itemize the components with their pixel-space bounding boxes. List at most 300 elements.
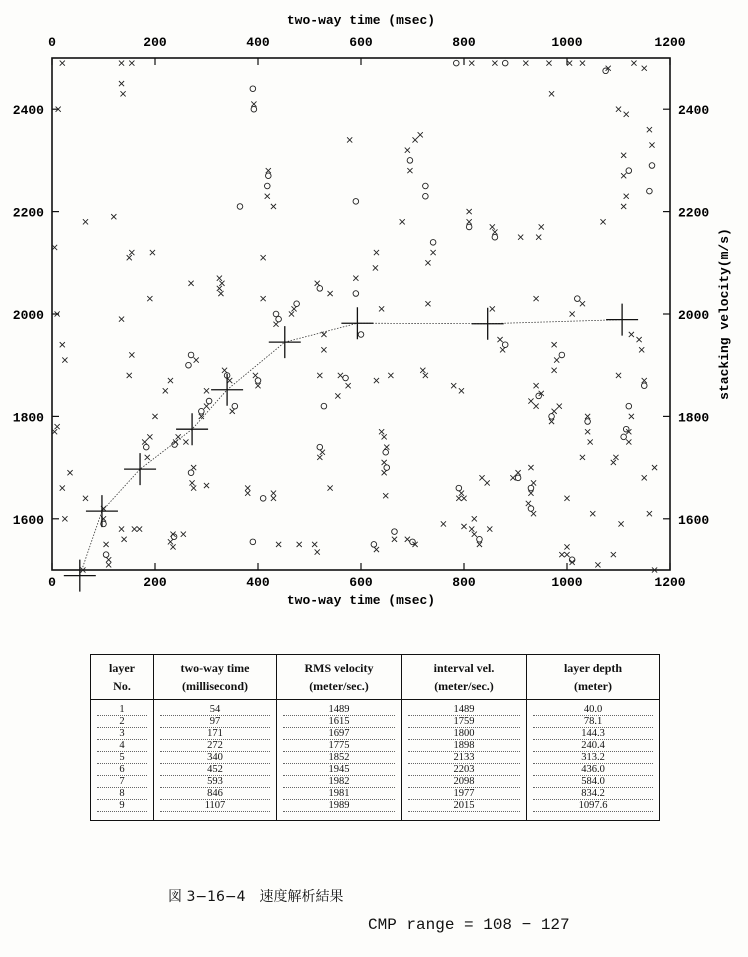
- picked-velocity-marker: [341, 307, 373, 339]
- semblance-peak-cross: [549, 91, 554, 96]
- semblance-peak-cross: [564, 544, 569, 549]
- semblance-peak-cross: [147, 296, 152, 301]
- semblance-peak-cross: [585, 414, 590, 419]
- semblance-peak-circle: [647, 188, 653, 194]
- semblance-peak-cross: [469, 526, 474, 531]
- x-tick-label-bottom: 800: [452, 575, 476, 590]
- semblance-peak-cross: [379, 306, 384, 311]
- semblance-peak-circle: [199, 408, 205, 414]
- x-tick-label-top: 600: [349, 35, 373, 50]
- semblance-peak-cross: [492, 229, 497, 234]
- semblance-peak-cross: [549, 419, 554, 424]
- semblance-peak-cross: [328, 291, 333, 296]
- table-cell: 9: [97, 800, 147, 812]
- semblance-peak-cross: [423, 373, 428, 378]
- semblance-peak-cross: [122, 537, 127, 542]
- semblance-peak-cross: [217, 276, 222, 281]
- semblance-peak-cross: [647, 127, 652, 132]
- semblance-peak-circle: [232, 403, 238, 409]
- semblance-peak-circle: [559, 352, 565, 358]
- semblance-peak-cross: [266, 168, 271, 173]
- table-cell: 1982: [283, 776, 395, 788]
- x-tick-label-top: 400: [246, 35, 270, 50]
- x-tick-label-top: 1200: [654, 35, 686, 50]
- semblance-peak-cross: [374, 378, 379, 383]
- table-cell: 1: [97, 704, 147, 716]
- bottom-axis-title: two-way time (msec): [286, 593, 436, 608]
- semblance-peak-cross: [459, 388, 464, 393]
- header-layer-depth: [527, 655, 660, 700]
- semblance-peak-cross: [132, 526, 137, 531]
- semblance-peak-cross: [469, 61, 474, 66]
- semblance-peak-cross: [472, 516, 477, 521]
- semblance-peak-cross: [642, 66, 647, 71]
- semblance-peak-circle: [276, 316, 282, 322]
- semblance-peak-circle: [392, 529, 398, 535]
- semblance-peak-cross: [106, 557, 111, 562]
- semblance-peak-cross: [191, 465, 196, 470]
- semblance-peak-cross: [83, 219, 88, 224]
- semblance-peak-circle: [641, 383, 647, 389]
- semblance-peak-circle: [515, 475, 521, 481]
- semblance-peak-cross: [317, 373, 322, 378]
- velocity-function-line: [80, 320, 622, 576]
- semblance-peak-cross: [639, 347, 644, 352]
- semblance-peak-cross: [315, 281, 320, 286]
- semblance-peak-cross: [405, 537, 410, 542]
- y-tick-label-left: 1800: [12, 410, 44, 426]
- semblance-peak-cross: [103, 542, 108, 547]
- table-cell: 2203: [408, 764, 520, 776]
- semblance-peak-cross: [497, 337, 502, 342]
- semblance-peak-cross: [528, 465, 533, 470]
- table-body-row: [91, 700, 660, 821]
- semblance-peak-cross: [297, 542, 302, 547]
- table-cell: 1945: [283, 764, 395, 776]
- semblance-peak-cross: [251, 101, 256, 106]
- table-cell: 1759: [408, 716, 520, 728]
- semblance-peak-cross: [621, 173, 626, 178]
- semblance-peak-cross: [425, 301, 430, 306]
- col-layer-no: [91, 700, 154, 821]
- layer-table-container: [90, 654, 660, 821]
- table-cell: 340: [160, 752, 270, 764]
- semblance-peak-circle: [423, 193, 429, 199]
- semblance-peak-cross: [580, 61, 585, 66]
- semblance-peak-cross: [618, 521, 623, 526]
- semblance-peak-circle: [250, 86, 256, 92]
- table-cell: 1800: [408, 728, 520, 740]
- semblance-peak-cross: [119, 317, 124, 322]
- semblance-peak-circle: [502, 342, 508, 348]
- semblance-peak-cross: [291, 306, 296, 311]
- semblance-peak-cross: [111, 214, 116, 219]
- x-tick-label-bottom: 0: [48, 575, 56, 590]
- semblance-peak-cross: [629, 414, 634, 419]
- semblance-peak-circle: [502, 60, 508, 66]
- semblance-peak-cross: [487, 526, 492, 531]
- semblance-peak-cross: [374, 547, 379, 552]
- x-tick-label-top: 800: [452, 35, 476, 50]
- semblance-peak-cross: [431, 250, 436, 255]
- semblance-peak-circle: [186, 362, 192, 368]
- semblance-peak-cross: [472, 532, 477, 537]
- semblance-peak-cross: [163, 388, 168, 393]
- y-tick-label-left: 1600: [12, 512, 44, 528]
- semblance-peak-cross: [170, 544, 175, 549]
- semblance-peak-cross: [183, 439, 188, 444]
- semblance-peak-circle: [103, 552, 109, 558]
- semblance-peak-cross: [392, 537, 397, 542]
- semblance-peak-cross: [595, 562, 600, 567]
- semblance-peak-cross: [384, 445, 389, 450]
- semblance-peak-circle: [264, 183, 270, 189]
- semblance-peak-cross: [374, 250, 379, 255]
- semblance-peak-circle: [317, 286, 323, 292]
- semblance-peak-circle: [621, 434, 627, 440]
- semblance-peak-cross: [321, 332, 326, 337]
- table-cell: 846: [160, 788, 270, 800]
- header-line: layer depth: [563, 661, 623, 675]
- table-cell: 5: [97, 752, 147, 764]
- semblance-peak-cross: [273, 322, 278, 327]
- semblance-peak-cross: [546, 61, 551, 66]
- semblance-peak-circle: [251, 106, 257, 112]
- y-tick-label-left: 2200: [12, 205, 44, 221]
- table-cell: 452: [160, 764, 270, 776]
- semblance-peak-cross: [127, 255, 132, 260]
- semblance-peak-circle: [206, 398, 212, 404]
- table-cell: 272: [160, 740, 270, 752]
- table-cell: 2: [97, 716, 147, 728]
- semblance-peak-cross: [518, 235, 523, 240]
- header-line: (meter/sec.): [309, 679, 369, 693]
- x-tick-label-bottom: 200: [143, 575, 167, 590]
- semblance-peak-circle: [466, 224, 472, 230]
- table-cell: 1489: [408, 704, 520, 716]
- semblance-peak-cross: [441, 521, 446, 526]
- semblance-peak-circle: [188, 352, 194, 358]
- semblance-peak-cross: [523, 61, 528, 66]
- table-cell: 584.0: [533, 776, 653, 788]
- semblance-peak-cross: [621, 204, 626, 209]
- table-cell: 1989: [283, 800, 395, 812]
- semblance-peak-cross: [55, 424, 60, 429]
- semblance-peak-cross: [616, 107, 621, 112]
- semblance-peak-cross: [600, 219, 605, 224]
- semblance-peak-cross: [289, 311, 294, 316]
- semblance-peak-cross: [418, 132, 423, 137]
- semblance-peak-cross: [621, 153, 626, 158]
- table-cell: 1977: [408, 788, 520, 800]
- semblance-peak-circle: [317, 444, 323, 450]
- picked-velocity-marker: [606, 304, 638, 336]
- header-line: layer: [109, 661, 135, 675]
- semblance-peak-cross: [624, 112, 629, 117]
- semblance-peak-cross: [119, 61, 124, 66]
- semblance-peak-circle: [188, 470, 194, 476]
- table-cell: 3: [97, 728, 147, 740]
- right-axis-title: stacking velocity(m/s): [717, 228, 732, 400]
- semblance-peak-cross: [531, 511, 536, 516]
- semblance-peak-cross: [276, 542, 281, 547]
- semblance-peak-cross: [127, 373, 132, 378]
- table-cell: 171: [160, 728, 270, 740]
- semblance-peak-cross: [467, 209, 472, 214]
- semblance-peak-cross: [320, 450, 325, 455]
- semblance-peak-cross: [60, 342, 65, 347]
- semblance-peak-cross: [261, 296, 266, 301]
- semblance-peak-cross: [204, 404, 209, 409]
- semblance-peak-circle: [575, 296, 581, 302]
- semblance-peak-cross: [490, 224, 495, 229]
- semblance-peak-cross: [536, 235, 541, 240]
- semblance-peak-cross: [613, 455, 618, 460]
- semblance-peak-cross: [150, 250, 155, 255]
- table-cell: 1898: [408, 740, 520, 752]
- semblance-peak-circle: [626, 168, 632, 174]
- semblance-peak-cross: [649, 142, 654, 147]
- semblance-peak-cross: [181, 532, 186, 537]
- semblance-peak-cross: [611, 460, 616, 465]
- semblance-peak-cross: [261, 255, 266, 260]
- header-line: No.: [113, 679, 131, 693]
- x-tick-label-bottom: 1000: [551, 575, 583, 590]
- semblance-peak-cross: [477, 542, 482, 547]
- picked-velocity-marker: [86, 495, 118, 527]
- semblance-peak-cross: [382, 460, 387, 465]
- semblance-peak-cross: [534, 383, 539, 388]
- semblance-peak-cross: [230, 409, 235, 414]
- semblance-peak-circle: [407, 158, 413, 164]
- table-header-row: [91, 655, 660, 700]
- col-layer-depth: [527, 700, 660, 821]
- x-tick-label-top: 1000: [551, 35, 583, 50]
- semblance-peak-cross: [271, 204, 276, 209]
- table-cell: 54: [160, 704, 270, 716]
- semblance-peak-cross: [652, 465, 657, 470]
- semblance-peak-circle: [260, 496, 266, 502]
- semblance-peak-circle: [549, 414, 555, 420]
- semblance-peak-cross: [510, 475, 515, 480]
- semblance-peak-circle: [321, 403, 327, 409]
- x-tick-label-top: 200: [143, 35, 167, 50]
- semblance-peak-cross: [461, 524, 466, 529]
- semblance-peak-cross: [637, 337, 642, 342]
- col-rms-velocity: [277, 700, 402, 821]
- table-cell: 1615: [283, 716, 395, 728]
- picked-velocity-marker: [269, 326, 301, 358]
- picked-velocity-marker: [211, 374, 243, 406]
- semblance-peak-cross: [616, 373, 621, 378]
- semblance-peak-cross: [142, 439, 147, 444]
- semblance-peak-cross: [526, 501, 531, 506]
- semblance-peak-cross: [461, 496, 466, 501]
- semblance-peak-cross: [531, 480, 536, 485]
- semblance-peak-cross: [467, 219, 472, 224]
- semblance-peak-circle: [353, 291, 359, 297]
- semblance-peak-cross: [129, 352, 134, 357]
- semblance-peak-cross: [420, 368, 425, 373]
- picked-velocity-marker: [472, 308, 504, 340]
- top-axis-title: two-way time (msec): [286, 13, 436, 28]
- semblance-peak-circle: [453, 60, 459, 66]
- semblance-peak-cross: [400, 219, 405, 224]
- header-rms-velocity: [277, 655, 402, 700]
- semblance-peak-cross: [382, 434, 387, 439]
- plot-frame: [52, 58, 670, 570]
- semblance-peak-cross: [642, 475, 647, 480]
- semblance-peak-cross: [204, 388, 209, 393]
- semblance-peak-cross: [407, 168, 412, 173]
- header-line: RMS velocity: [304, 661, 374, 675]
- table-cell: 1697: [283, 728, 395, 740]
- semblance-peak-cross: [265, 194, 270, 199]
- semblance-peak-cross: [528, 398, 533, 403]
- semblance-peak-cross: [564, 552, 569, 557]
- semblance-peak-circle: [528, 485, 534, 491]
- semblance-peak-cross: [191, 485, 196, 490]
- semblance-peak-cross: [373, 265, 378, 270]
- table-cell: 1775: [283, 740, 395, 752]
- semblance-peak-cross: [106, 562, 111, 567]
- semblance-peak-cross: [570, 311, 575, 316]
- header-line: interval vel.: [433, 661, 495, 675]
- semblance-peak-cross: [492, 61, 497, 66]
- picked-velocity-marker: [124, 453, 156, 485]
- header-line: (millisecond): [182, 679, 248, 693]
- semblance-peak-circle: [250, 539, 256, 545]
- semblance-peak-circle: [528, 506, 534, 512]
- semblance-peak-cross: [317, 455, 322, 460]
- semblance-peak-cross: [554, 357, 559, 362]
- semblance-peak-circle: [383, 449, 389, 455]
- semblance-peak-circle: [585, 419, 591, 425]
- semblance-peak-circle: [626, 403, 632, 409]
- semblance-peak-cross: [353, 276, 358, 281]
- semblance-peak-cross: [315, 549, 320, 554]
- semblance-peak-cross: [490, 306, 495, 311]
- semblance-peak-cross: [379, 429, 384, 434]
- semblance-peak-cross: [451, 383, 456, 388]
- table-cell: 2098: [408, 776, 520, 788]
- cmp-range: CMP range = 108 − 127: [368, 916, 570, 934]
- table-cell: 78.1: [533, 716, 653, 728]
- semblance-peak-cross: [60, 61, 65, 66]
- semblance-peak-cross: [383, 493, 388, 498]
- semblance-peak-cross: [152, 414, 157, 419]
- semblance-peak-cross: [552, 368, 557, 373]
- semblance-peak-cross: [580, 301, 585, 306]
- semblance-peak-cross: [485, 480, 490, 485]
- semblance-peak-cross: [62, 516, 67, 521]
- semblance-peak-cross: [312, 542, 317, 547]
- semblance-peak-cross: [62, 357, 67, 362]
- semblance-peak-circle: [423, 183, 429, 189]
- semblance-peak-cross: [459, 491, 464, 496]
- semblance-peak-cross: [253, 373, 258, 378]
- semblance-peak-cross: [145, 455, 150, 460]
- picked-velocity-marker: [64, 560, 96, 592]
- table-cell: 6: [97, 764, 147, 776]
- semblance-peak-cross: [217, 286, 222, 291]
- table-cell: 2133: [408, 752, 520, 764]
- table-cell: 8: [97, 788, 147, 800]
- semblance-peak-cross: [567, 61, 572, 66]
- x-tick-label-top: 0: [48, 35, 56, 50]
- semblance-peak-cross: [500, 347, 505, 352]
- semblance-peak-cross: [552, 409, 557, 414]
- semblance-peak-cross: [425, 260, 430, 265]
- semblance-peak-cross: [631, 61, 636, 66]
- semblance-peak-cross: [564, 496, 569, 501]
- semblance-peak-cross: [67, 470, 72, 475]
- header-line: two-way time: [180, 661, 250, 675]
- semblance-peak-circle: [430, 240, 436, 246]
- semblance-peak-cross: [338, 373, 343, 378]
- semblance-peak-cross: [328, 485, 333, 490]
- table-cell: 436.0: [533, 764, 653, 776]
- semblance-peak-cross: [557, 404, 562, 409]
- semblance-peak-cross: [188, 281, 193, 286]
- semblance-peak-cross: [168, 378, 173, 383]
- semblance-peak-cross: [321, 347, 326, 352]
- semblance-peak-cross: [515, 470, 520, 475]
- semblance-peak-circle: [237, 204, 243, 210]
- semblance-peak-circle: [492, 234, 498, 240]
- table-cell: 240.4: [533, 740, 653, 752]
- table-cell: 97: [160, 716, 270, 728]
- semblance-peak-cross: [245, 485, 250, 490]
- header-line: (meter/sec.): [434, 679, 494, 693]
- semblance-peak-cross: [611, 552, 616, 557]
- semblance-peak-cross: [335, 393, 340, 398]
- semblance-peak-cross: [642, 378, 647, 383]
- y-tick-label-right: 2000: [678, 308, 710, 323]
- semblance-peak-cross: [227, 378, 232, 383]
- semblance-peak-circle: [456, 485, 462, 491]
- semblance-peak-cross: [83, 496, 88, 501]
- semblance-peak-circle: [143, 444, 149, 450]
- semblance-peak-cross: [271, 491, 276, 496]
- semblance-peak-cross: [245, 491, 250, 496]
- semblance-peak-cross: [624, 194, 629, 199]
- semblance-peak-circle: [343, 375, 349, 381]
- table-cell: 1097.6: [533, 800, 653, 812]
- semblance-peak-cross: [590, 511, 595, 516]
- semblance-peak-cross: [194, 357, 199, 362]
- semblance-peak-cross: [346, 383, 351, 388]
- semblance-peak-cross: [388, 373, 393, 378]
- semblance-peak-cross: [539, 224, 544, 229]
- semblance-peak-cross: [588, 439, 593, 444]
- table-cell: 4: [97, 740, 147, 752]
- x-tick-label-bottom: 600: [349, 575, 373, 590]
- y-tick-label-right: 1600: [678, 512, 710, 528]
- semblance-peak-cross: [218, 291, 223, 296]
- semblance-peak-cross: [534, 296, 539, 301]
- table-cell: 144.3: [533, 728, 653, 740]
- layer-table: [90, 654, 660, 821]
- header-two-way-time: [154, 655, 277, 700]
- semblance-peak-cross: [60, 485, 65, 490]
- semblance-peak-cross: [647, 511, 652, 516]
- semblance-peak-cross: [137, 526, 142, 531]
- table-cell: 2015: [408, 800, 520, 812]
- semblance-peak-circle: [384, 465, 390, 471]
- semblance-peak-cross: [204, 483, 209, 488]
- semblance-peak-cross: [412, 137, 417, 142]
